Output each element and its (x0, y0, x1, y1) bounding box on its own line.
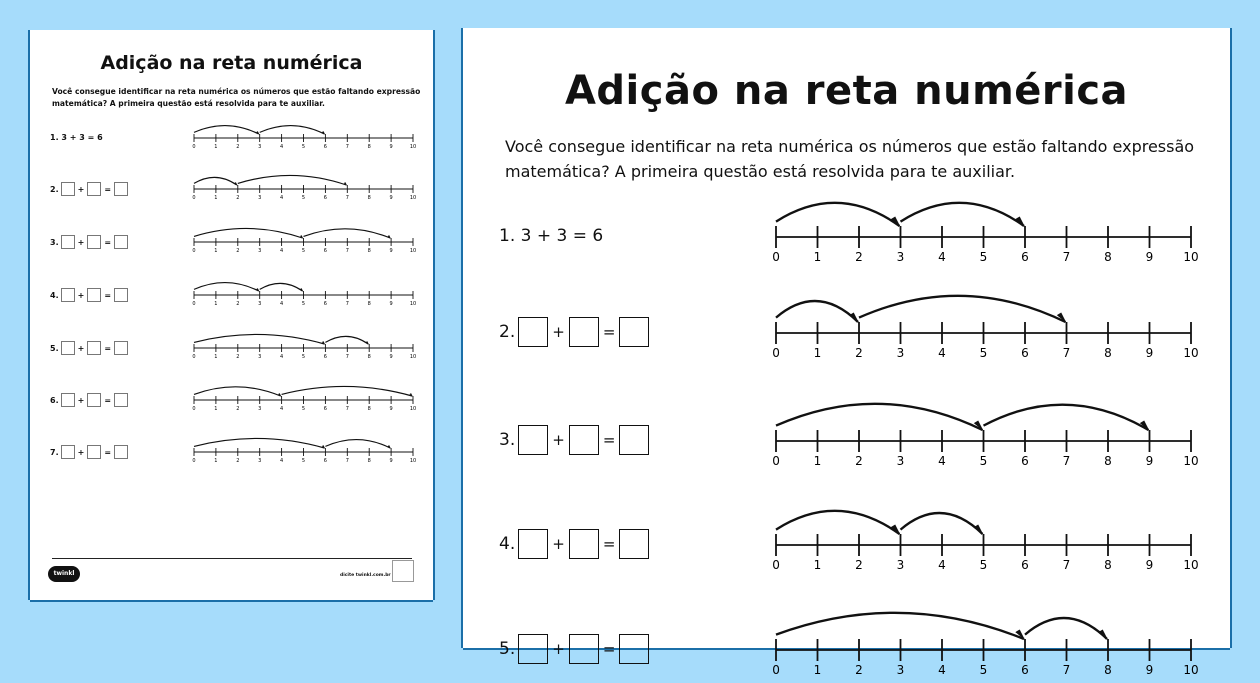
question-4 (50, 288, 128, 302)
arrowhead-icon (849, 312, 859, 323)
tick-label: 3 (258, 195, 262, 201)
tick-label: 0 (192, 301, 196, 307)
tick-label: 8 (367, 144, 371, 150)
sum-box[interactable] (619, 634, 649, 664)
question-label: 4. (50, 290, 59, 300)
addend-1-box[interactable] (61, 235, 75, 249)
tick-label: 5 (979, 250, 988, 264)
plus-sign: + (77, 290, 85, 300)
jump-arrow (776, 613, 1024, 639)
tick-label: 7 (1062, 558, 1071, 572)
plus-sign: + (77, 237, 85, 247)
tick-label: 4 (938, 558, 946, 572)
tick-label: 0 (772, 558, 780, 572)
tick-label: 3 (258, 301, 262, 307)
addend-1-box[interactable] (518, 529, 548, 559)
tick-label: 1 (214, 301, 218, 307)
tick-label: 1 (214, 406, 218, 412)
tick-label: 2 (236, 458, 240, 464)
tick-label: 5 (301, 406, 306, 412)
question-2 (499, 317, 649, 347)
footer-divider (52, 558, 412, 559)
tick-label: 6 (1021, 663, 1029, 677)
question-3 (499, 425, 649, 455)
tick-label: 8 (367, 406, 371, 412)
number-line (194, 324, 423, 360)
tick-label: 0 (772, 663, 780, 677)
tick-label: 0 (192, 248, 196, 254)
tick-label: 1 (813, 346, 822, 360)
question-label: 1. 3 + 3 = 6 (499, 226, 604, 246)
tick-label: 6 (323, 458, 327, 464)
tick-label: 2 (855, 558, 863, 572)
jump-arrow (325, 336, 368, 344)
tick-label: 3 (896, 558, 905, 572)
question-1 (499, 226, 603, 246)
addend-2-box[interactable] (569, 529, 599, 559)
tick-label: 9 (389, 406, 393, 412)
tick-label: 6 (323, 406, 327, 412)
worksheet-zoomed (463, 28, 1230, 677)
jump-arrow (194, 177, 237, 185)
tick-label: 10 (1183, 663, 1199, 677)
tick-label: 1 (813, 558, 822, 572)
tick-label: 2 (855, 454, 863, 468)
question-label: 1. 3 + 3 = 6 (50, 133, 103, 142)
tick-label: 7 (1062, 454, 1071, 468)
plus-sign: + (552, 431, 565, 449)
question-label: 3. (499, 430, 516, 450)
question-2 (50, 182, 128, 196)
plus-sign: + (552, 535, 565, 553)
tick-label: 4 (280, 458, 284, 464)
tick-label: 4 (280, 301, 284, 307)
tick-label: 1 (214, 354, 218, 360)
number-line (194, 114, 423, 150)
question-5 (50, 341, 128, 355)
jump-arrow (194, 283, 259, 291)
tick-label: 4 (938, 250, 946, 264)
number-line (772, 584, 1201, 683)
tick-label: 7 (345, 248, 349, 254)
tick-label: 6 (323, 144, 327, 150)
tick-label: 9 (389, 144, 393, 150)
tick-label: 10 (409, 354, 417, 360)
question-label: 2. (50, 184, 59, 194)
tick-label: 9 (389, 248, 393, 254)
tick-label: 6 (323, 195, 327, 201)
tick-label: 7 (345, 301, 349, 307)
equals-sign: = (602, 640, 616, 658)
number-line (772, 375, 1201, 474)
tick-label: 7 (345, 354, 349, 360)
tick-label: 6 (1021, 454, 1029, 468)
jump-arrow (776, 511, 900, 534)
addend-2-box[interactable] (569, 425, 599, 455)
jump-arrow (194, 387, 281, 396)
addend-2-box[interactable] (569, 317, 599, 347)
tick-label: 4 (280, 406, 284, 412)
tick-label: 8 (367, 195, 371, 201)
addend-2-box[interactable] (87, 445, 101, 459)
tick-label: 2 (855, 663, 863, 677)
tick-label: 4 (938, 663, 946, 677)
addend-1-box[interactable] (518, 634, 548, 664)
tick-label: 10 (409, 195, 417, 201)
tick-label: 10 (1183, 454, 1199, 468)
tick-label: 10 (409, 144, 417, 150)
equals-sign: = (104, 343, 112, 353)
question-6 (50, 393, 128, 407)
sum-box[interactable] (114, 393, 128, 407)
tick-label: 6 (1021, 558, 1029, 572)
jump-arrow (282, 386, 412, 396)
tick-label: 5 (979, 454, 988, 468)
tick-label: 8 (1104, 663, 1112, 677)
question-label: 7. (50, 447, 59, 457)
addend-2-box[interactable] (569, 634, 599, 664)
tick-label: 5 (301, 144, 306, 150)
addend-1-box[interactable] (61, 182, 75, 196)
tick-label: 8 (1104, 250, 1112, 264)
tick-label: 5 (979, 346, 988, 360)
number-line (194, 271, 423, 307)
tick-label: 6 (323, 354, 327, 360)
jump-arrow (984, 405, 1149, 430)
jump-arrow (260, 283, 303, 291)
sum-box[interactable] (114, 288, 128, 302)
jump-arrow (194, 126, 259, 134)
tick-label: 3 (896, 454, 905, 468)
tick-label: 1 (214, 458, 218, 464)
tick-label: 3 (258, 406, 262, 412)
tick-label: 9 (389, 458, 393, 464)
number-line (194, 428, 423, 464)
tick-label: 1 (813, 454, 822, 468)
tick-label: 4 (938, 454, 946, 468)
tick-label: 6 (323, 248, 327, 254)
tick-label: 4 (938, 346, 946, 360)
plus-sign: + (77, 343, 85, 353)
tick-label: 3 (896, 346, 905, 360)
sum-box[interactable] (114, 235, 128, 249)
tick-label: 9 (389, 195, 393, 201)
addend-2-box[interactable] (87, 288, 101, 302)
tick-label: 10 (409, 301, 417, 307)
tick-label: 7 (345, 195, 349, 201)
thumbnail-title: Adição na reta numérica (100, 52, 363, 74)
sum-box[interactable] (114, 182, 128, 196)
tick-label: 9 (1145, 250, 1154, 264)
addend-2-box[interactable] (87, 182, 101, 196)
tick-label: 8 (1104, 454, 1112, 468)
jump-arrow (194, 334, 324, 344)
tick-label: 0 (772, 250, 780, 264)
tick-label: 7 (1062, 250, 1071, 264)
sum-box[interactable] (619, 529, 649, 559)
tick-label: 2 (236, 354, 240, 360)
jump-arrow (776, 301, 858, 322)
question-label: 3. (50, 237, 59, 247)
plus-sign: + (77, 395, 85, 405)
addend-1-box[interactable] (518, 425, 548, 455)
tick-label: 8 (367, 248, 371, 254)
jump-arrow (776, 203, 900, 226)
tick-label: 0 (772, 346, 780, 360)
tick-label: 8 (367, 301, 371, 307)
tick-label: 2 (236, 195, 240, 201)
tick-label: 10 (1183, 558, 1199, 572)
equals-sign: = (104, 184, 112, 194)
tick-label: 9 (389, 301, 393, 307)
addend-2-box[interactable] (87, 235, 101, 249)
question-7 (50, 445, 128, 459)
question-label: 4. (499, 534, 516, 554)
sum-box[interactable] (114, 445, 128, 459)
tick-label: 10 (409, 458, 417, 464)
tick-label: 3 (258, 144, 262, 150)
tick-label: 0 (772, 454, 780, 468)
plus-sign: + (77, 447, 85, 457)
tick-label: 0 (192, 195, 196, 201)
page-intro: Você consegue identificar na reta numérica os números que estão faltando expressão matemática? A primeira questão está resolvida para te auxiliar. (505, 137, 1195, 181)
tick-label: 2 (236, 248, 240, 254)
tick-label: 6 (1021, 250, 1029, 264)
tick-label: 10 (409, 248, 417, 254)
jump-arrow (304, 229, 391, 238)
worksheet-thumbnail[interactable] (30, 30, 433, 600)
tick-label: 7 (345, 144, 349, 150)
tick-label: 1 (214, 248, 218, 254)
equals-sign: = (104, 290, 112, 300)
addend-1-box[interactable] (61, 288, 75, 302)
addend-1-box[interactable] (61, 393, 75, 407)
tick-label: 6 (323, 301, 327, 307)
tick-label: 10 (1183, 346, 1199, 360)
badge-icon (392, 560, 414, 582)
tick-label: 0 (192, 406, 196, 412)
sum-box[interactable] (619, 317, 649, 347)
page-title: Adição na reta numérica (564, 68, 1129, 114)
tick-label: 2 (236, 406, 240, 412)
tick-label: 4 (280, 248, 284, 254)
jump-arrow (901, 513, 983, 534)
jump-arrow (325, 440, 390, 448)
tick-label: 8 (367, 354, 371, 360)
tick-label: 5 (301, 354, 306, 360)
jump-arrow (260, 126, 325, 134)
equals-sign: = (602, 535, 616, 553)
tick-label: 0 (192, 354, 196, 360)
number-line (194, 165, 423, 201)
tick-label: 3 (896, 663, 905, 677)
arrowhead-icon (974, 524, 984, 535)
jump-arrow (776, 404, 983, 430)
tick-label: 2 (855, 346, 863, 360)
tick-label: 2 (236, 301, 240, 307)
number-line (194, 218, 423, 254)
equals-sign: = (104, 395, 112, 405)
tick-label: 1 (813, 663, 822, 677)
tick-label: 5 (301, 458, 306, 464)
tick-label: 7 (1062, 346, 1071, 360)
tick-label: 9 (389, 354, 393, 360)
tick-label: 10 (409, 406, 417, 412)
tick-label: 7 (1062, 663, 1071, 677)
jump-arrow (238, 175, 346, 185)
tick-label: 6 (1021, 346, 1029, 360)
jump-arrow (859, 296, 1066, 322)
tick-label: 9 (1145, 454, 1154, 468)
number-line (772, 479, 1201, 578)
twinkl-logo: twinkl (48, 566, 80, 582)
plus-sign: + (552, 640, 565, 658)
sum-box[interactable] (619, 425, 649, 455)
jump-arrow (901, 203, 1025, 226)
sum-box[interactable] (114, 341, 128, 355)
thumbnail-intro: Você consegue identificar na reta numérica os números que estão faltando expressão matemática? A primeira questão está resolvida para te auxiliar. (52, 87, 421, 108)
tick-label: 5 (301, 195, 306, 201)
tick-label: 1 (813, 250, 822, 264)
tick-label: 3 (258, 248, 262, 254)
question-label: 6. (50, 395, 59, 405)
tick-label: 5 (979, 663, 988, 677)
tick-label: 10 (1183, 250, 1199, 264)
tick-label: 2 (236, 144, 240, 150)
question-1 (50, 133, 103, 142)
plus-sign: + (77, 184, 85, 194)
tick-label: 2 (855, 250, 863, 264)
tick-label: 0 (192, 458, 196, 464)
tick-label: 8 (1104, 346, 1112, 360)
tick-label: 8 (367, 458, 371, 464)
tick-label: 9 (1145, 346, 1154, 360)
question-4 (499, 529, 649, 559)
tick-label: 7 (345, 406, 349, 412)
jump-arrow (194, 228, 303, 238)
question-3 (50, 235, 128, 249)
tick-label: 9 (1145, 558, 1154, 572)
jump-arrow (194, 438, 324, 448)
tick-label: 4 (280, 195, 284, 201)
arrowhead-icon (1098, 629, 1108, 640)
tick-label: 0 (192, 144, 196, 150)
plus-sign: + (552, 323, 565, 341)
tick-label: 9 (1145, 663, 1154, 677)
addend-1-box[interactable] (61, 341, 75, 355)
equals-sign: = (602, 431, 616, 449)
tick-label: 3 (258, 354, 262, 360)
equals-sign: = (602, 323, 616, 341)
tick-label: 1 (214, 144, 218, 150)
question-label: 2. (499, 322, 516, 342)
addend-1-box[interactable] (518, 317, 548, 347)
tick-label: 4 (280, 354, 284, 360)
tick-label: 5 (301, 301, 306, 307)
number-line (772, 171, 1201, 270)
equals-sign: = (104, 237, 112, 247)
question-label: 5. (499, 639, 516, 659)
tick-label: 3 (258, 458, 262, 464)
question-label: 5. (50, 343, 59, 353)
tick-label: 3 (896, 250, 905, 264)
tick-label: 4 (280, 144, 284, 150)
number-line (772, 267, 1201, 366)
tick-label: 5 (979, 558, 988, 572)
tick-label: 7 (345, 458, 349, 464)
number-line (194, 376, 423, 412)
footer-site-text: dicite twinkl.com.br (340, 573, 391, 578)
tick-label: 8 (1104, 558, 1112, 572)
addend-1-box[interactable] (61, 445, 75, 459)
tick-label: 1 (214, 195, 218, 201)
equals-sign: = (104, 447, 112, 457)
question-5 (499, 634, 649, 664)
tick-label: 5 (301, 248, 306, 254)
addend-2-box[interactable] (87, 393, 101, 407)
addend-2-box[interactable] (87, 341, 101, 355)
